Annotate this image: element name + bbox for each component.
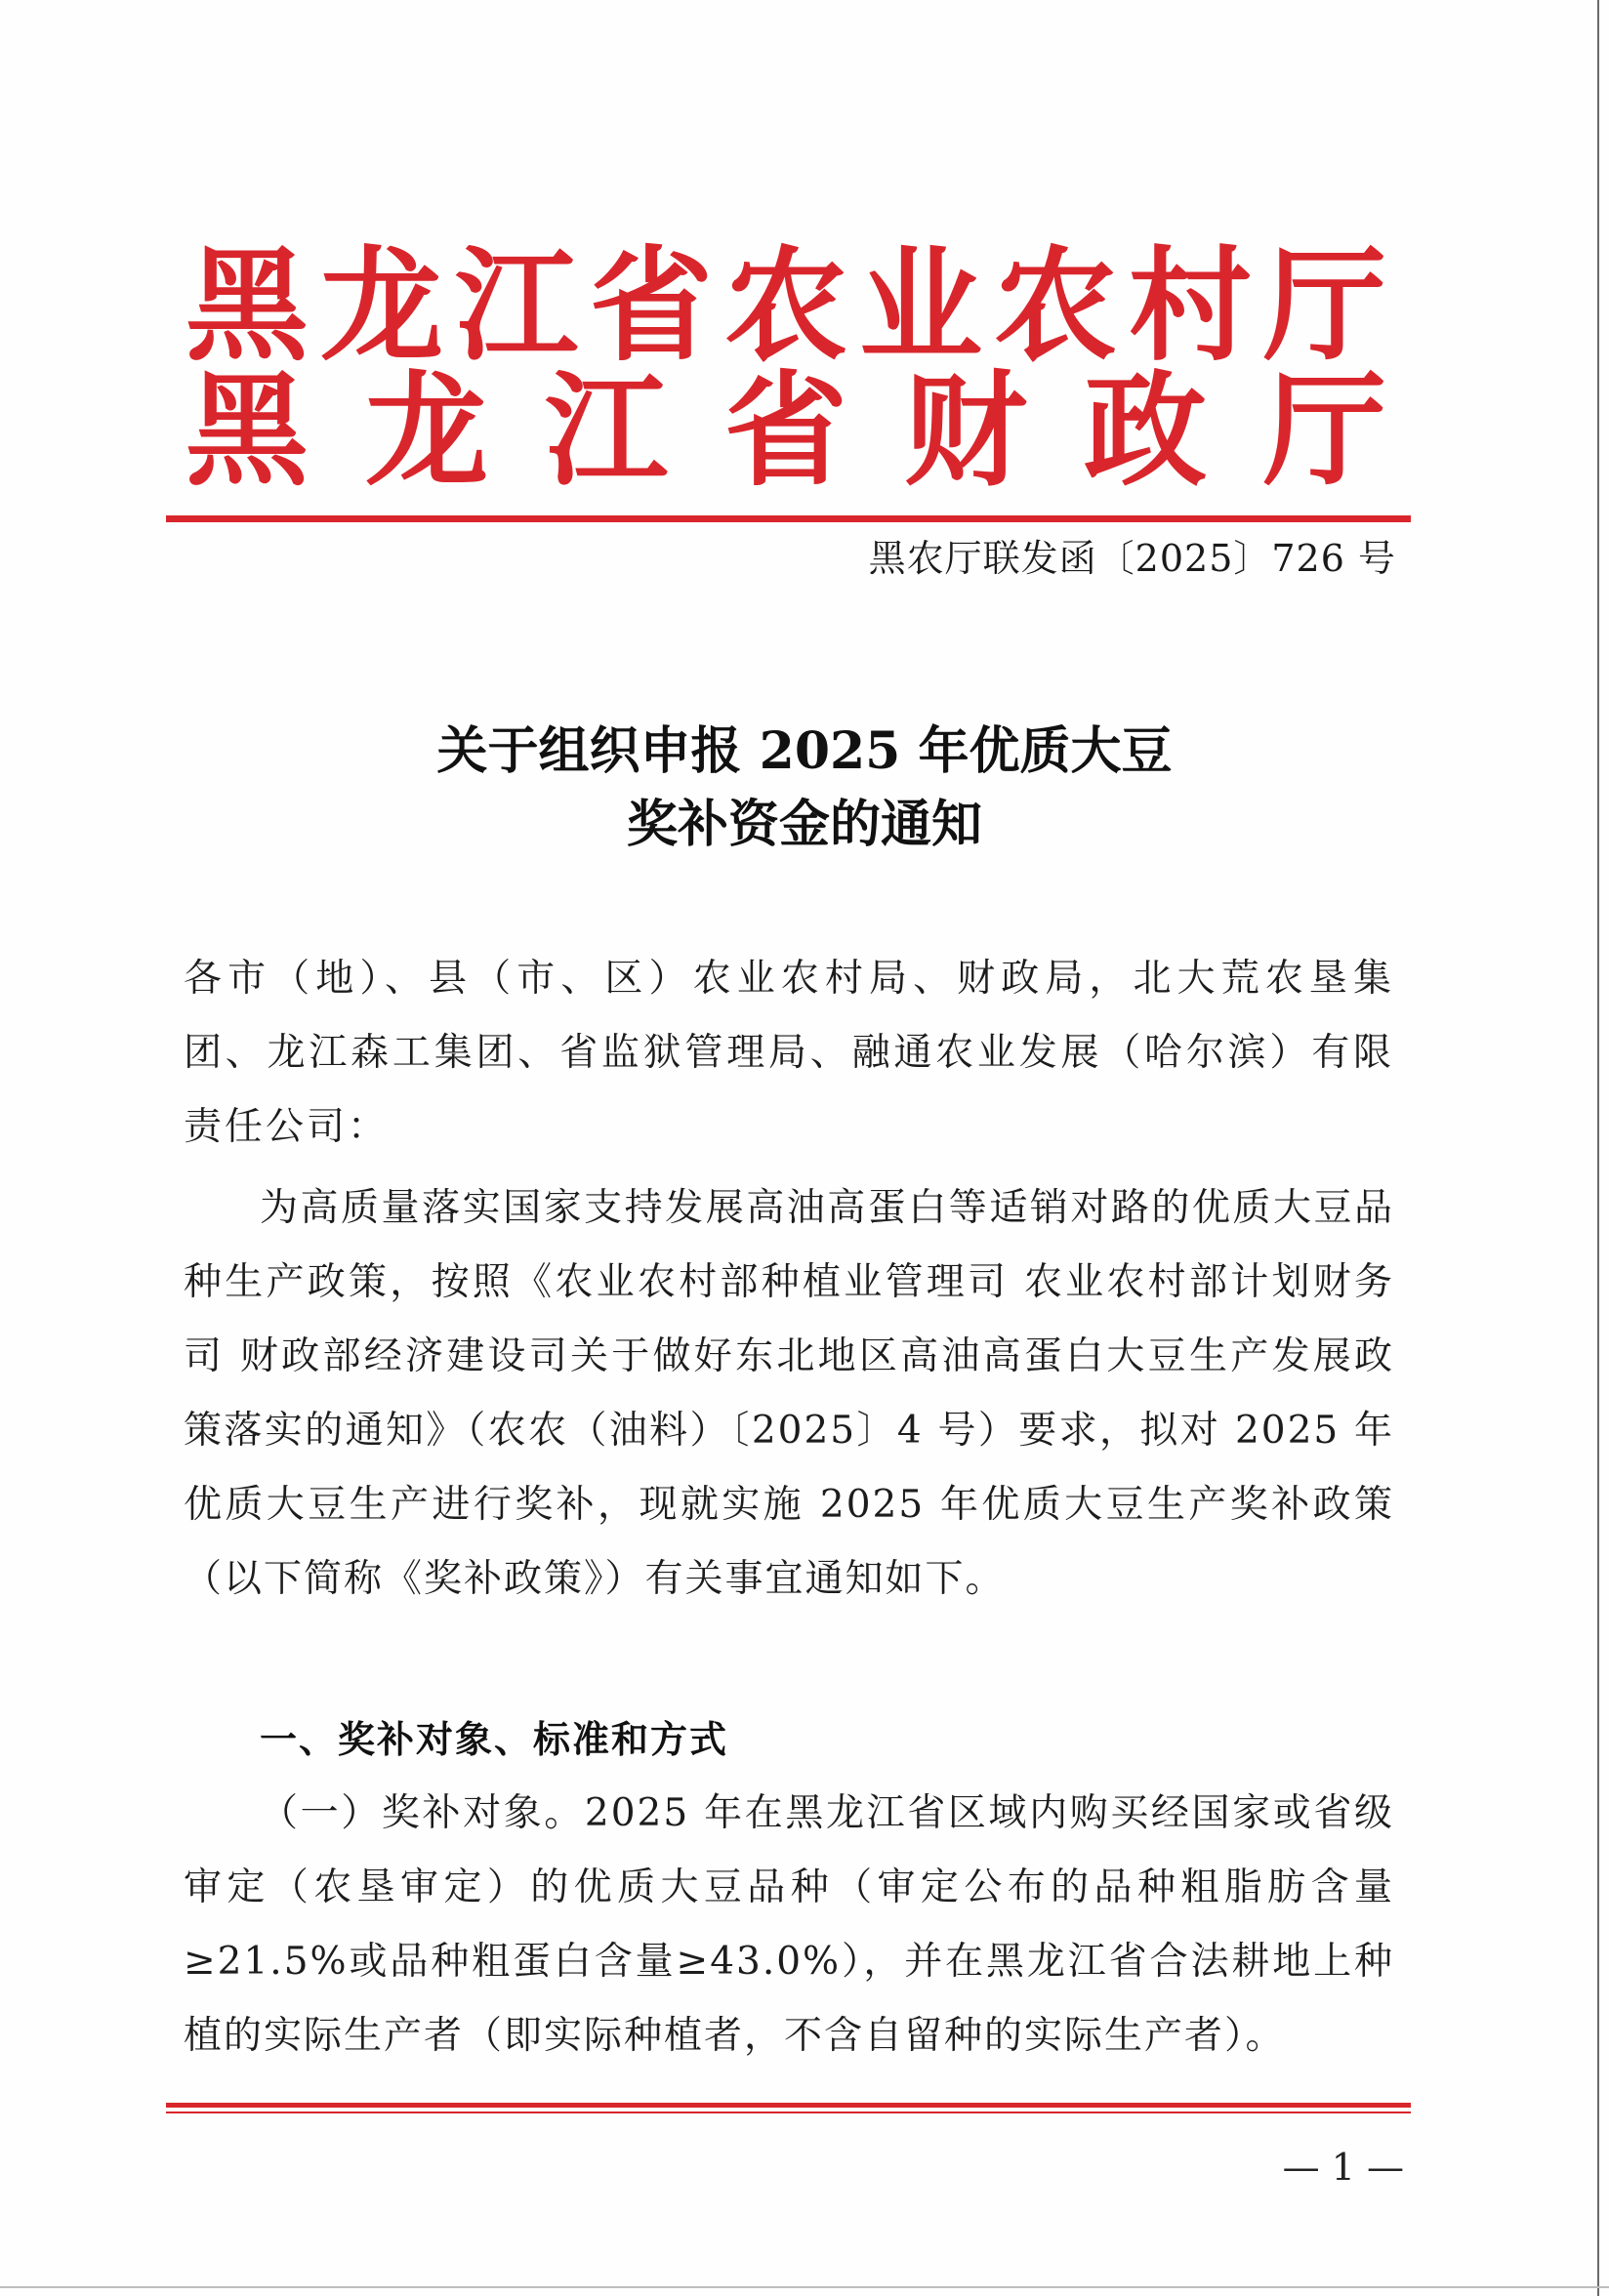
header-char: 江: [545, 358, 668, 503]
header-char: 厅: [1263, 358, 1386, 503]
header-char: 省: [724, 358, 847, 503]
footer-red-rule-thick: [166, 2103, 1411, 2108]
page-edge-right: [1597, 0, 1599, 2296]
header-char: 业: [859, 233, 982, 378]
issuer-header-line-2: [186, 358, 1386, 503]
document-title-line-1: 关于组织申报 2025 年优质大豆: [436, 721, 1173, 781]
document-title-line-2: 奖补资金的通知: [626, 795, 982, 854]
footer-red-rule-thin: [166, 2112, 1411, 2113]
header-char: 龙: [320, 233, 443, 378]
header-char: 黑: [186, 233, 309, 378]
page-edge-bottom: [0, 2286, 1609, 2288]
header-char: 农: [994, 233, 1117, 378]
header-char: 黑: [186, 358, 309, 503]
header-char: 政: [1084, 358, 1207, 503]
header-char: 龙: [365, 358, 488, 503]
subsidy-target-paragraph: （一）奖补对象。2025 年在黑龙江省区域内购买经国家或省级审定（农垦审定）的优质大豆品种（审定公布的品种粗脂肪含量≥21.5%或品种粗蛋白含量≥43.0%），并在黑龙江省合法耕地上种植的实际生产者（即实际种植者，不含自留种的实际生产者）。: [184, 1791, 1394, 2058]
addressee-paragraph: 各市（地）、县（市、区）农业农村局、财政局，北大荒农垦集团、龙江森工集团、省监狱管理局、融通农业发展（哈尔滨）有限责任公司：: [184, 957, 1394, 1149]
header-char: 财: [904, 358, 1027, 503]
header-red-rule: [166, 515, 1411, 522]
header-char: 农: [724, 233, 847, 378]
page-number: — 1 —: [1282, 2146, 1404, 2189]
header-char: 村: [1129, 233, 1252, 378]
intro-paragraph: 为高质量落实国家支持发展高油高蛋白等适销对路的优质大豆品种生产政策，按照《农业农村部种植业管理司 农业农村部计划财务司 财政部经济建设司关于做好东北地区高油高蛋白大豆生产发展政策落实的通知》（农农（油料）〔2025〕4 号）要求，拟对 2025 年优质大豆生产进行奖补，现就实施 2025 年优质大豆生产奖补政策（以下简称《奖补政策》）有关事宜通知如下。: [184, 1186, 1394, 1601]
section-heading-1: 一、奖补对象、标准和方式: [260, 1718, 729, 1761]
header-char: 江: [455, 233, 578, 378]
header-char: 省: [590, 233, 713, 378]
issuer-header-line-1: [186, 233, 1386, 378]
document-number: 黑农厅联发函〔2025〕726 号: [868, 537, 1396, 580]
header-char: 厅: [1263, 233, 1386, 378]
